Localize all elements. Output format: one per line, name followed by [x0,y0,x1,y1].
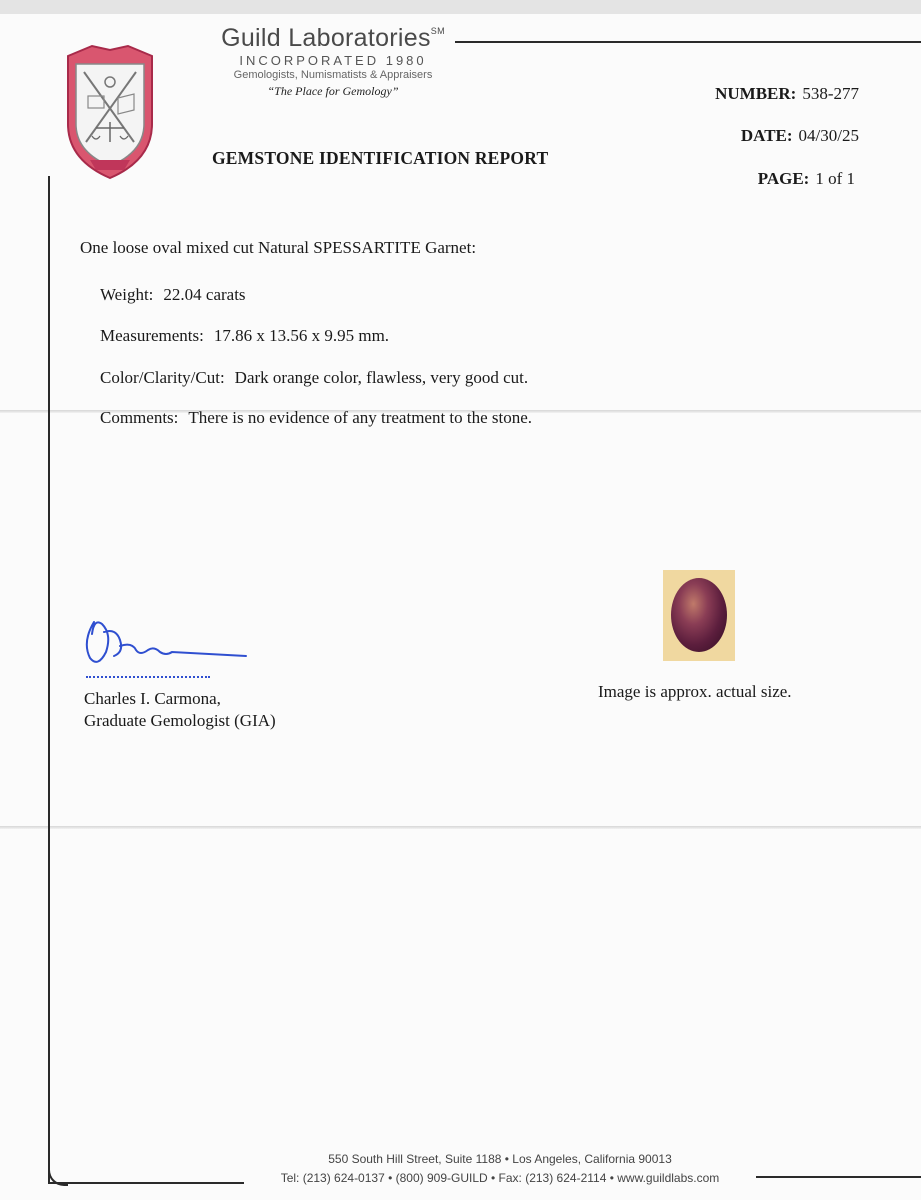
signer-block [84,688,276,732]
header-rule [455,41,921,43]
crest-logo-icon [62,42,158,182]
gemstone-photo [663,570,735,661]
report-number: NUMBER: 538-277 [715,84,859,103]
gemstone-image [671,578,727,652]
report-page [0,14,921,1200]
field-color-clarity-cut: Color/Clarity/Cut: Dark orange color, flawless, very good cut. [100,368,529,387]
stone-description: One loose oval mixed cut Natural SPESSARTITE Garnet: [80,238,477,257]
footer [250,1150,750,1188]
company-name: Guild Laboratories℠ [221,24,445,52]
footer-address: 550 South Hill Street, Suite 1188 • Los Angeles, California 90013 [328,1152,672,1166]
company-block [208,24,458,99]
image-caption: Image is approx. actual size. [598,682,792,701]
signature-line [86,676,210,678]
profession-line: Gemologists, Numismatists & Appraisers [233,69,433,81]
page-border [48,176,50,1182]
report-date: DATE: 04/30/25 [740,126,859,145]
page-number: PAGE: 1 of 1 [757,169,855,188]
footer-contact: Tel: (213) 624-0137 • (800) 909-GUILD • Fax: (213) 624-2114 • www.guildlabs.com [280,1171,720,1185]
signer-title: Graduate Gemologist (GIA) [84,711,276,730]
fold-line [0,826,921,829]
motto: “The Place for Gemology” [267,84,399,98]
report-title: GEMSTONE IDENTIFICATION REPORT [212,148,549,168]
field-measurements: Measurements: 17.86 x 13.56 x 9.95 mm. [100,326,390,345]
signer-name: Charles I. Carmona, [84,689,221,708]
incorporated-line: INCORPORATED 1980 [239,53,427,68]
page-border [48,1182,244,1184]
signature-icon [80,612,250,672]
field-weight: Weight: 22.04 carats [100,285,246,304]
page-border [756,1176,921,1178]
field-comments: Comments: There is no evidence of any treatment to the stone. [100,408,533,427]
